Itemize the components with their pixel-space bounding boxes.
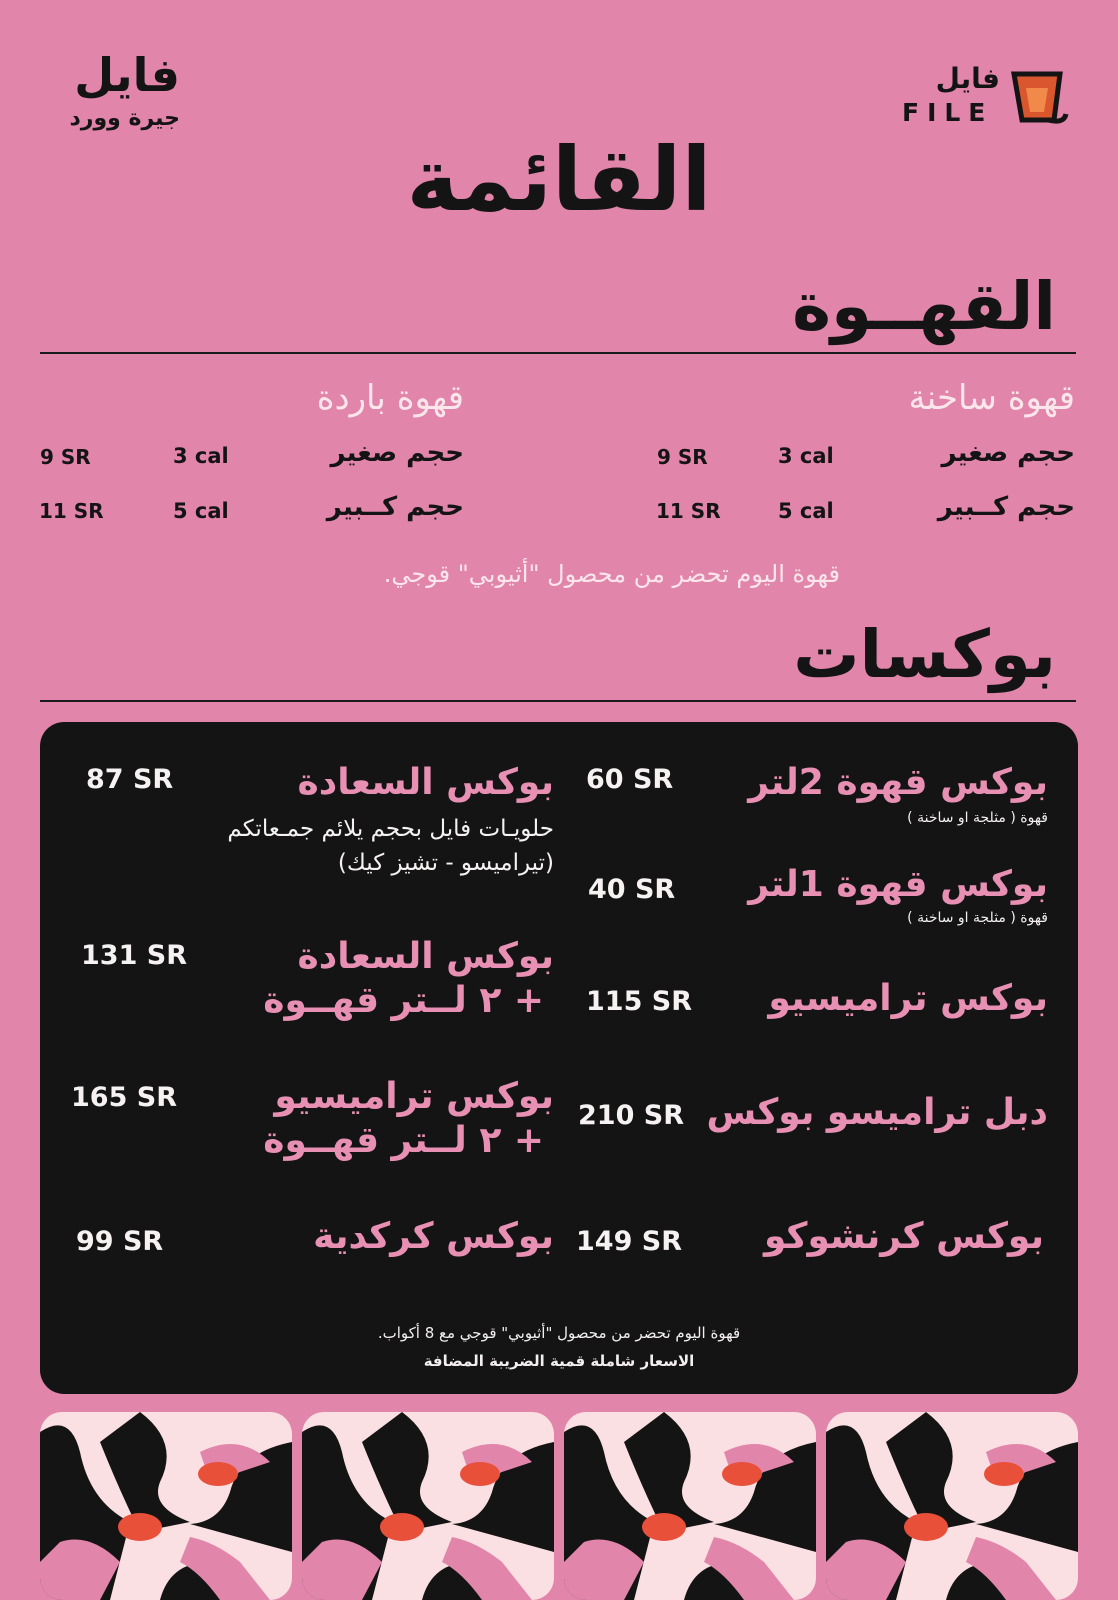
box-item-price: 165 SR xyxy=(71,1082,177,1113)
box-item-description: حلويـات فايل بحجم يلائم جمـعاتكم xyxy=(227,816,554,842)
logo-left-brand: فايل xyxy=(74,48,180,102)
box-item-price: 131 SR xyxy=(81,940,187,971)
box-item-price: 210 SR xyxy=(578,1100,684,1131)
brand-logo-left xyxy=(50,48,190,138)
box-item-price: 87 SR xyxy=(86,764,174,795)
hot-large-size: حجم كــبير xyxy=(937,492,1075,522)
box-item-price: 149 SR xyxy=(576,1226,682,1257)
cold-coffee-title: قهوة باردة xyxy=(316,378,464,418)
box-item-subtitle: قهوة ( مثلجة او ساخنة ) xyxy=(907,910,1048,926)
box-item-price: 40 SR xyxy=(588,874,676,905)
box-item-name-line2: + ٢ لــتر قهــوة xyxy=(263,1120,544,1161)
cold-large-size: حجم كــبير xyxy=(326,492,464,522)
cold-large-price: 11 SR xyxy=(39,499,104,523)
box-item-name: بوكس السعادة xyxy=(297,936,554,977)
logo-left-subtitle: جيرة وورد xyxy=(69,106,180,131)
page-title: القائمة xyxy=(406,128,712,231)
box-item-name: بوكس كرنشوكو xyxy=(763,1216,1044,1257)
box-item-name-line2: + ٢ لــتر قهــوة xyxy=(263,980,544,1021)
box-item-name: بوكس تراميسيو xyxy=(274,1076,554,1117)
hot-small-cal: 3 cal xyxy=(778,444,834,468)
tax-note: الاسعار شاملة قمية الضريبة المضافة xyxy=(423,1352,695,1370)
hot-large-cal: 5 cal xyxy=(778,499,834,523)
coffee-note: قهوة اليوم تحضر من محصول "أثيوبي" قوجي. xyxy=(383,560,840,588)
boxes-footnote: قهوة اليوم تحضر من محصول "أثيوبي" قوجي مع 8 أكواب. xyxy=(377,1324,741,1342)
boxes-section-title: بوكسات xyxy=(793,616,1056,693)
box-item-subtitle: قهوة ( مثلجة او ساخنة ) xyxy=(907,810,1048,826)
boxes-divider xyxy=(40,700,1076,702)
box-item-name: بوكس السعادة xyxy=(297,762,554,803)
box-item-price: 115 SR xyxy=(586,986,692,1017)
cold-small-cal: 3 cal xyxy=(173,444,229,468)
hot-large-price: 11 SR xyxy=(656,499,721,523)
box-item-description: (تيراميسو - تشيز كيك) xyxy=(337,850,554,876)
box-item-price: 60 SR xyxy=(586,764,674,795)
boxes-panel xyxy=(40,722,1078,1394)
brand-logo-right xyxy=(900,62,1080,132)
box-item-name: بوكس كركدية xyxy=(313,1216,554,1257)
cold-small-price: 9 SR xyxy=(40,445,91,469)
coffee-divider xyxy=(40,352,1076,354)
floral-pattern xyxy=(40,1412,1078,1600)
box-item-price: 99 SR xyxy=(76,1226,164,1257)
logo-right-brand-ar: فايل xyxy=(935,62,1000,95)
cup-icon xyxy=(1008,68,1070,130)
hot-small-price: 9 SR xyxy=(657,445,708,469)
coffee-section-title: القهــوة xyxy=(792,268,1056,345)
box-item-name: دبل تراميسو بوكس xyxy=(706,1092,1048,1133)
cold-small-size: حجم صغير xyxy=(330,438,464,468)
box-item-name: بوكس تراميسيو xyxy=(768,978,1048,1019)
cold-large-cal: 5 cal xyxy=(173,499,229,523)
hot-small-size: حجم صغير xyxy=(941,438,1075,468)
box-item-name: بوكس قهوة 2لتر xyxy=(748,762,1048,803)
box-item-name: بوكس قهوة 1لتر xyxy=(748,864,1048,905)
logo-right-brand-en: FILE xyxy=(902,98,994,127)
hot-coffee-title: قهوة ساخنة xyxy=(908,378,1075,418)
